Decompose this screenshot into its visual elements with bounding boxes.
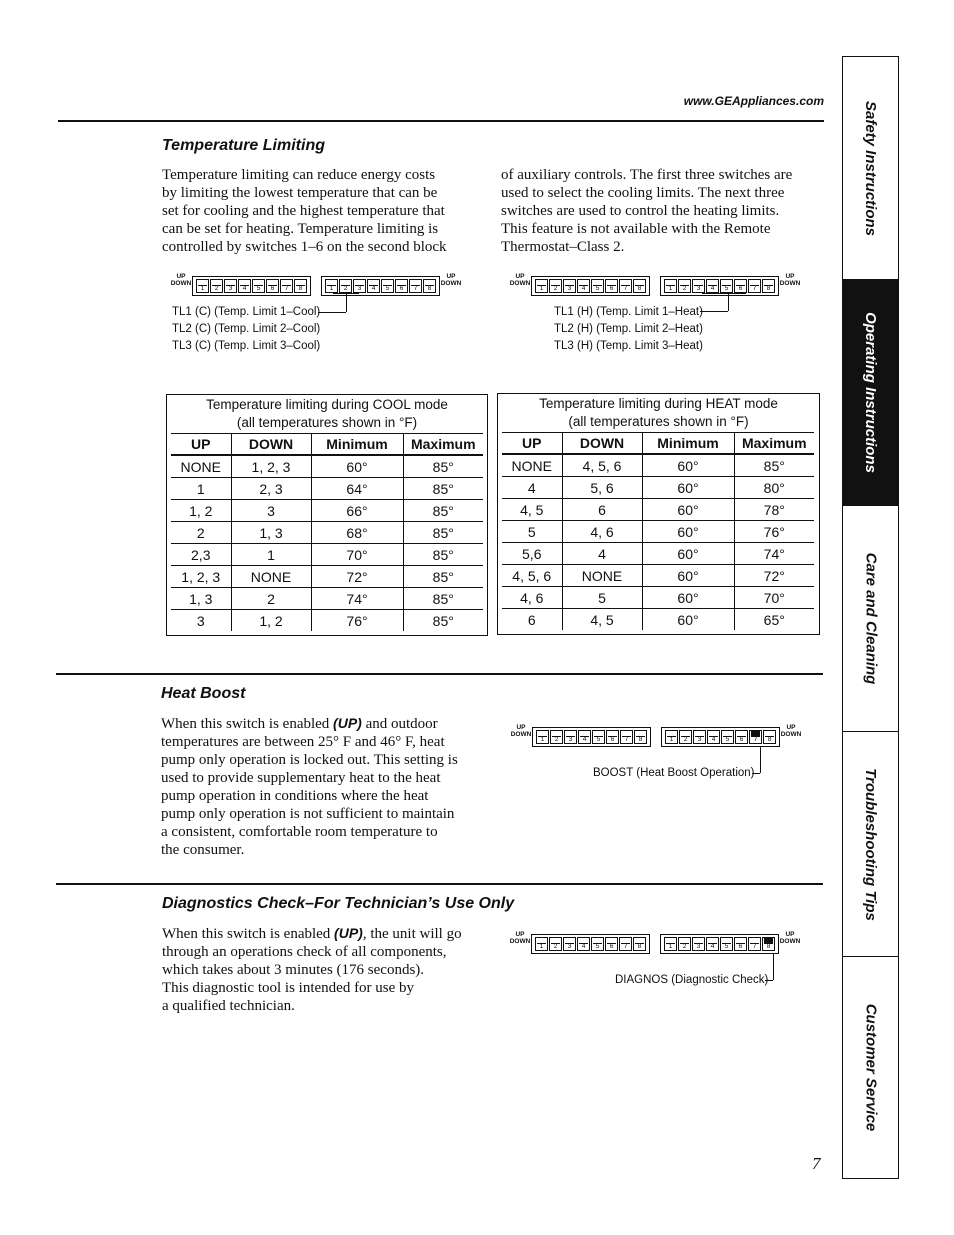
dip-switch (325, 279, 338, 293)
column-header: DOWN (562, 433, 642, 455)
right-up-down-label (779, 931, 801, 945)
tab-care-and-cleaning[interactable]: Care and Cleaning (843, 506, 898, 732)
switch-number: 6 (738, 285, 743, 292)
right-up-down-label (779, 273, 801, 287)
dip-switch (720, 937, 733, 951)
switch-number: 8 (637, 285, 642, 292)
heat-leader (700, 311, 728, 312)
dip-switch (423, 279, 436, 293)
up-label: UP (785, 273, 795, 280)
diagnos-leader-v (773, 953, 774, 980)
dip-switch (706, 937, 719, 951)
table-cell: 1 (171, 478, 231, 500)
table-cell: 60° (642, 499, 734, 521)
switch-number: 5 (595, 285, 600, 292)
switch-number: 2 (554, 736, 559, 743)
switch-number: 2 (343, 285, 348, 292)
dip-switch (266, 279, 279, 293)
dip-switch (734, 279, 747, 293)
switch-number: 1 (669, 736, 674, 743)
switch-number: 4 (242, 285, 247, 292)
table-cell: 85° (403, 566, 483, 588)
dip-switch (665, 730, 678, 744)
table-cell: 60° (642, 477, 734, 499)
table-cell: 1, 2 (171, 500, 231, 522)
switch-number: 7 (623, 943, 628, 950)
table-cell: 85° (403, 544, 483, 566)
switch-number: 3 (567, 943, 572, 950)
dip-switch (238, 279, 251, 293)
temp-limiting-para-right: of auxiliary controls. The first three switches are used to select the cooling limits. The next three switches are used to control the heating limits. This feature is not available with the Remote Thermostat–Class 2. (501, 167, 793, 255)
dip-switch (564, 730, 577, 744)
table-cell: 74° (311, 588, 403, 610)
switch-number: 6 (609, 285, 614, 292)
column-header: DOWN (231, 434, 311, 456)
table-row (502, 499, 814, 521)
dip-switch (692, 937, 705, 951)
table-cell: 60° (642, 454, 734, 477)
table-row (171, 610, 483, 632)
table-row (502, 454, 814, 477)
down-label: DOWN (440, 280, 462, 287)
dip-switch (762, 937, 775, 951)
table-cell: 5 (502, 521, 562, 543)
website-url: www.GEAppliances.com (683, 94, 824, 108)
dip-switch (395, 279, 408, 293)
switch-number: 1 (329, 285, 334, 292)
table-cell: 64° (311, 478, 403, 500)
dip-switch (605, 937, 618, 951)
up-label: UP (176, 273, 186, 280)
switch-number: 4 (582, 736, 587, 743)
heat-boost-text: When this switch is enabled (UP) and outdoor temperatures are between 25° F and 46° F, heat pump only operation is locked out. This setting is used to provide supplementary heat to the heat pump operation in conditions where the heat pump only operation is not sufficient to maintain a consistent, comfortable room temperature to the consumer. (161, 715, 458, 858)
up-label: UP (785, 931, 795, 938)
dip-switch (224, 279, 237, 293)
switch-number: 6 (270, 285, 275, 292)
dip-switch (381, 279, 394, 293)
dip-switch (679, 730, 692, 744)
table-cell: NONE (171, 455, 231, 478)
table-cell: 72° (311, 566, 403, 588)
switch-number: 7 (413, 285, 418, 292)
dip-switch-diagnos (509, 931, 801, 954)
diagnostics-text: When this switch is enabled (UP), the unit will go through an operations check of all components, which takes about 3 minutes (176 seconds). This diagnostic tool is intended for use by a qualified technician. (162, 925, 462, 1014)
table-cell: 3 (231, 500, 311, 522)
heat-table-caption: Temperature limiting during HEAT mode (all temperatures shown in °F) (539, 396, 778, 429)
dip-switch (734, 937, 747, 951)
cool-mode-table (166, 394, 488, 636)
dip-switch (619, 279, 632, 293)
table-cell: 4, 5, 6 (502, 565, 562, 587)
heat-leader-v (728, 293, 729, 311)
table-cell: 1, 3 (171, 588, 231, 610)
switch-number: 1 (668, 943, 673, 950)
heat-switch-labels: TL1 (H) (Temp. Limit 1–Heat) TL2 (H) (Temp. Limit 2–Heat) TL3 (H) (Temp. Limit 3–Heat) (554, 306, 703, 352)
table-cell: 2 (231, 588, 311, 610)
switch-number: 1 (668, 285, 673, 292)
table-cell: 2,3 (171, 544, 231, 566)
heat-boost-divider (56, 673, 823, 675)
switch-number: 8 (637, 943, 642, 950)
switch-number: 6 (609, 943, 614, 950)
column-header: Minimum (642, 433, 734, 455)
switch-number: 6 (739, 736, 744, 743)
switch-number: 7 (624, 736, 629, 743)
dip-switch (549, 937, 562, 951)
table-cell: 4, 5 (502, 499, 562, 521)
left-up-down-label (509, 931, 531, 945)
table-row (171, 566, 483, 588)
table-cell: 2, 3 (231, 478, 311, 500)
column-header: Minimum (311, 434, 403, 456)
switch-number: 6 (738, 943, 743, 950)
dip-switch (762, 279, 775, 293)
up-label: UP (786, 724, 796, 731)
dip-switch (720, 279, 733, 293)
dip-switch (678, 279, 691, 293)
table-cell: NONE (562, 565, 642, 587)
dip-switch (535, 279, 548, 293)
table-cell: NONE (231, 566, 311, 588)
switch-block (531, 276, 650, 296)
dip-switch (196, 279, 209, 293)
switch-number: 8 (767, 736, 772, 743)
down-label: DOWN (509, 938, 531, 945)
up-label: UP (516, 724, 526, 731)
temp-limiting-para-left: Temperature limiting can reduce energy costs by limiting the lowest temperature that can be set for cooling and the highest temperature that can be set for heating. Temperature limiting is controlled by switches 1–6 on the second block (162, 167, 447, 255)
cool-leader (318, 298, 346, 313)
down-label: DOWN (780, 731, 802, 738)
table-cell: 1, 2 (231, 610, 311, 632)
dip-switch (578, 730, 591, 744)
dip-switch (210, 279, 223, 293)
temp-limiting-title: Temperature Limiting (162, 137, 325, 154)
table-cell: 85° (734, 454, 814, 477)
table-cell: NONE (502, 454, 562, 477)
switch-number: 8 (766, 943, 771, 950)
cool-leader-h (333, 293, 359, 294)
table-row (502, 477, 814, 499)
table-row (502, 609, 814, 631)
table-cell: 60° (642, 543, 734, 565)
table-cell: 60° (642, 565, 734, 587)
switch-number: 2 (214, 285, 219, 292)
switch-number: 6 (399, 285, 404, 292)
dip-switch (619, 937, 632, 951)
switch-number: 4 (371, 285, 376, 292)
dip-switch (633, 937, 646, 951)
switch-number: 8 (766, 285, 771, 292)
table-cell: 85° (403, 455, 483, 478)
right-up-down-label (440, 273, 462, 287)
table-cell: 60° (642, 521, 734, 543)
cool-switch-labels: TL1 (C) (Temp. Limit 1–Cool) TL2 (C) (Temp. Limit 2–Cool) TL3 (C) (Temp. Limit 3–Cool) (172, 306, 321, 352)
switch-number: 5 (595, 943, 600, 950)
dip-switch (577, 937, 590, 951)
dip-switch (367, 279, 380, 293)
dip-switch (577, 279, 590, 293)
down-label: DOWN (509, 280, 531, 287)
table-cell: 4, 5, 6 (562, 454, 642, 477)
dip-switch (592, 730, 605, 744)
switch-block (661, 727, 780, 747)
dip-switch (748, 937, 761, 951)
table-cell: 74° (734, 543, 814, 565)
up-label: UP (515, 273, 525, 280)
down-label: DOWN (779, 280, 801, 287)
switch-number: 6 (610, 736, 615, 743)
table-cell: 60° (311, 455, 403, 478)
cool-table-caption: Temperature limiting during COOL mode (all temperatures shown in °F) (206, 397, 448, 430)
dip-switch (605, 279, 618, 293)
table-cell: 4 (502, 477, 562, 499)
heat-leader-h (702, 293, 746, 294)
table-cell: 4, 6 (562, 521, 642, 543)
table-cell: 70° (734, 587, 814, 609)
switch-number: 3 (568, 736, 573, 743)
boost-leader-v (760, 746, 761, 773)
dip-switch (339, 279, 352, 293)
dip-switch (563, 279, 576, 293)
table-cell: 85° (403, 610, 483, 632)
left-up-down-label (170, 273, 192, 287)
table-row (502, 587, 814, 609)
switch-number: 3 (697, 736, 702, 743)
switch-number: 7 (752, 943, 757, 950)
top-divider (58, 120, 824, 122)
switch-number: 8 (298, 285, 303, 292)
table-cell: 1, 2, 3 (231, 455, 311, 478)
left-up-down-label (510, 724, 532, 738)
switch-number: 5 (256, 285, 261, 292)
column-header: Maximum (734, 433, 814, 455)
table-cell: 80° (734, 477, 814, 499)
dip-switch-cool (170, 273, 462, 296)
diagnostics-divider (56, 883, 823, 885)
switch-number: 1 (539, 285, 544, 292)
page-number: 7 (812, 1154, 821, 1173)
table-cell: 70° (311, 544, 403, 566)
table-header-row (171, 434, 483, 456)
diagnos-switch-label: DIAGNOS (Diagnostic Check) (615, 974, 769, 986)
dip-switch (706, 279, 719, 293)
switch-number: 5 (385, 285, 390, 292)
boost-switch-label: BOOST (Heat Boost Operation) (593, 767, 755, 779)
switch-number: 3 (696, 943, 701, 950)
switch-number: 1 (539, 943, 544, 950)
switch-number: 1 (200, 285, 205, 292)
up-label: UP (446, 273, 456, 280)
dip-switch (749, 730, 762, 744)
column-header: Maximum (403, 434, 483, 456)
table-cell: 68° (311, 522, 403, 544)
dip-switch (409, 279, 422, 293)
table-cell: 65° (734, 609, 814, 631)
column-header: UP (171, 434, 231, 456)
switch-number: 7 (623, 285, 628, 292)
switch-number: 7 (752, 285, 757, 292)
table-cell: 85° (403, 588, 483, 610)
section-sidebar (842, 56, 899, 1179)
table-cell: 4, 5 (562, 609, 642, 631)
dip-switch (550, 730, 563, 744)
tab-customer-service[interactable]: Customer Service (862, 1003, 879, 1132)
table-cell: 76° (734, 521, 814, 543)
dip-switch (294, 279, 307, 293)
table-cell: 5,6 (502, 543, 562, 565)
down-label: DOWN (170, 280, 192, 287)
dip-switch (735, 730, 748, 744)
left-up-down-label (509, 273, 531, 287)
dip-switch (620, 730, 633, 744)
table-cell: 60° (642, 609, 734, 631)
dip-switch (707, 730, 720, 744)
dip-switch (634, 730, 647, 744)
table-cell: 66° (311, 500, 403, 522)
switch-number: 3 (228, 285, 233, 292)
down-label: DOWN (779, 938, 801, 945)
up-label: UP (515, 931, 525, 938)
switch-number: 2 (553, 943, 558, 950)
dip-switch-heat (509, 273, 801, 296)
heat-boost-title: Heat Boost (161, 685, 246, 702)
dip-switch-boost (510, 724, 802, 747)
switch-number: 7 (753, 736, 758, 743)
switch-number: 4 (710, 943, 715, 950)
dip-switch (664, 937, 677, 951)
table-row (171, 588, 483, 610)
table-row (171, 478, 483, 500)
dip-switch (664, 279, 677, 293)
down-label: DOWN (510, 731, 532, 738)
column-header: UP (502, 433, 562, 455)
dip-switch (678, 937, 691, 951)
table-cell: 85° (403, 478, 483, 500)
dip-switch (535, 937, 548, 951)
table-row (171, 544, 483, 566)
switch-number: 3 (696, 285, 701, 292)
table-cell: 78° (734, 499, 814, 521)
right-up-down-label (780, 724, 802, 738)
switch-number: 2 (682, 285, 687, 292)
table-cell: 6 (562, 499, 642, 521)
table-row (171, 500, 483, 522)
switch-block (192, 276, 311, 296)
table-row (502, 565, 814, 587)
dip-switch (606, 730, 619, 744)
switch-block (660, 934, 779, 954)
switch-block (532, 727, 651, 747)
dip-switch (721, 730, 734, 744)
table-cell: 2 (171, 522, 231, 544)
switch-number: 5 (725, 736, 730, 743)
dip-switch (591, 937, 604, 951)
dip-switch (763, 730, 776, 744)
table-cell: 60° (642, 587, 734, 609)
tab-safety-instructions[interactable]: Safety Instructions (843, 57, 898, 280)
switch-number: 8 (638, 736, 643, 743)
table-row (502, 543, 814, 565)
tab-troubleshooting-tips[interactable]: Troubleshooting Tips (843, 732, 898, 957)
dip-switch (693, 730, 706, 744)
switch-number: 5 (596, 736, 601, 743)
table-cell: 4, 6 (502, 587, 562, 609)
tab-operating-instructions[interactable]: Operating Instructions (843, 280, 898, 506)
switch-number: 3 (357, 285, 362, 292)
table-cell: 5, 6 (562, 477, 642, 499)
table-cell: 1 (231, 544, 311, 566)
table-cell: 85° (403, 522, 483, 544)
table-cell: 1, 2, 3 (171, 566, 231, 588)
cool-leader-v (346, 293, 347, 312)
dip-switch (280, 279, 293, 293)
table-cell: 72° (734, 565, 814, 587)
table-cell: 76° (311, 610, 403, 632)
heat-mode-table (497, 393, 820, 635)
dip-switch (353, 279, 366, 293)
switch-block (531, 934, 650, 954)
table-cell: 85° (403, 500, 483, 522)
switch-number: 4 (581, 285, 586, 292)
table-row (502, 521, 814, 543)
table-cell: 6 (527, 611, 536, 628)
dip-switch (563, 937, 576, 951)
dip-switch (748, 279, 761, 293)
switch-number: 4 (581, 943, 586, 950)
diagnostics-title: Diagnostics Check–For Technician’s Use Only (162, 895, 515, 912)
table-cell: 4 (562, 543, 642, 565)
switch-number: 5 (724, 285, 729, 292)
dip-switch (633, 279, 646, 293)
switch-number: 1 (540, 736, 545, 743)
switch-number: 2 (682, 943, 687, 950)
table-row (171, 522, 483, 544)
switch-number: 7 (284, 285, 289, 292)
dip-switch (536, 730, 549, 744)
table-header-row (502, 433, 814, 455)
table-cell: 3 (196, 612, 205, 629)
switch-number: 2 (683, 736, 688, 743)
switch-number: 4 (710, 285, 715, 292)
dip-switch (591, 279, 604, 293)
dip-switch (252, 279, 265, 293)
table-cell: 5 (562, 587, 642, 609)
switch-number: 4 (711, 736, 716, 743)
dip-switch (692, 279, 705, 293)
table-cell: 1, 3 (231, 522, 311, 544)
switch-number: 2 (553, 285, 558, 292)
switch-number: 8 (427, 285, 432, 292)
dip-switch (549, 279, 562, 293)
switch-number: 5 (724, 943, 729, 950)
table-row (171, 455, 483, 478)
switch-number: 3 (567, 285, 572, 292)
